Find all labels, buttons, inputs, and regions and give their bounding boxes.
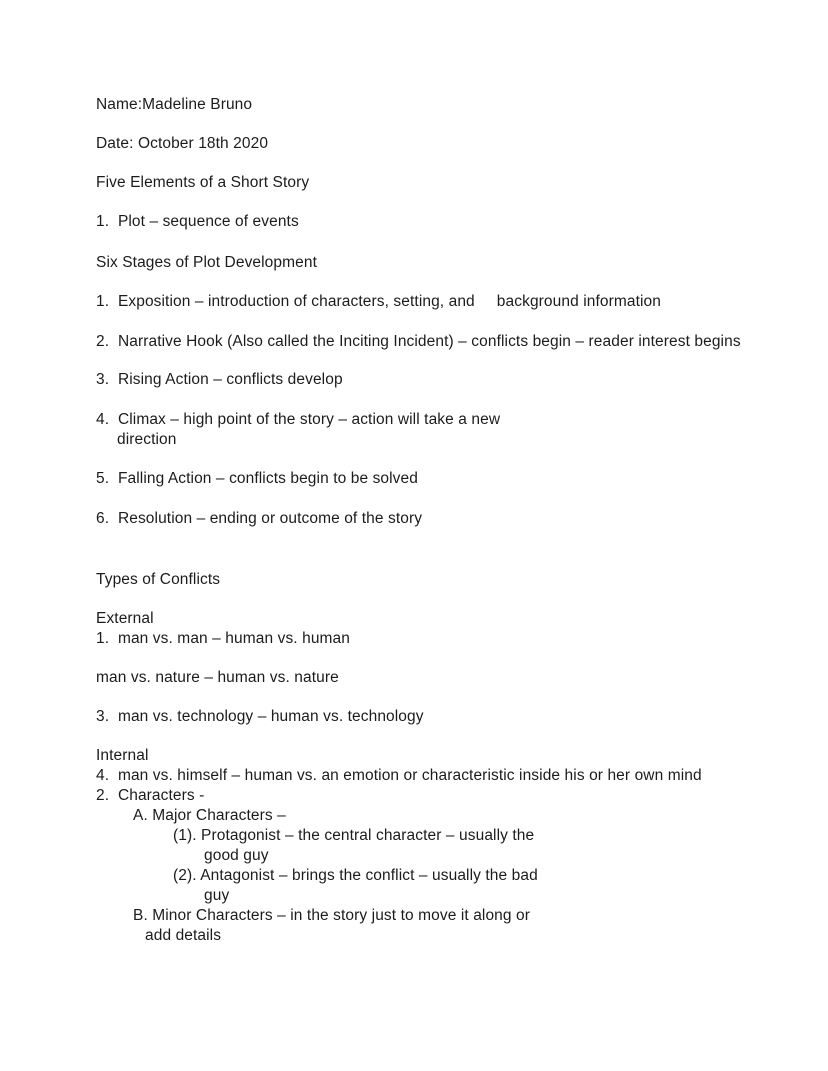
list-item-man-vs-technology: 3. man vs. technology – human vs. technology [96, 708, 424, 725]
heading-five-elements: Five Elements of a Short Story [96, 174, 310, 191]
list-item-climax-wrap: direction [117, 431, 177, 448]
list-item-protagonist-wrap: good guy [204, 847, 269, 864]
list-item-exposition: 1. Exposition – introduction of characters, setting, and background information [96, 293, 661, 310]
list-item-climax: 4. Climax – high point of the story – action will take a new [96, 411, 501, 428]
list-item-minor-characters-wrap: add details [145, 927, 222, 944]
list-item-plot: 1. Plot – sequence of events [96, 213, 299, 230]
list-item-man-vs-himself: 4. man vs. himself – human vs. an emotion or characteristic inside his or her own mind [96, 767, 702, 784]
heading-types-of-conflicts: Types of Conflicts [96, 571, 221, 588]
list-item-narrative-hook: 2. Narrative Hook (Also called the Inciting Incident) – conflicts begin – reader interest begins [96, 333, 741, 350]
list-item-man-vs-man: 1. man vs. man – human vs. human [96, 630, 351, 647]
list-item-falling-action: 5. Falling Action – conflicts begin to be solved [96, 470, 418, 487]
list-item-minor-characters: B. Minor Characters – in the story just to move it along or [133, 907, 531, 924]
list-item-antagonist: (2). Antagonist – brings the conflict – usually the bad [173, 867, 538, 884]
label-external: External [96, 610, 154, 627]
list-item-rising-action: 3. Rising Action – conflicts develop [96, 371, 343, 388]
name-line: Name:Madeline Bruno [96, 96, 253, 113]
list-item-characters: 2. Characters - [96, 787, 205, 804]
list-item-man-vs-nature: man vs. nature – human vs. nature [96, 669, 339, 686]
list-item-antagonist-wrap: guy [204, 887, 230, 904]
list-item-resolution: 6. Resolution – ending or outcome of the story [96, 510, 423, 527]
list-item-major-characters: A. Major Characters – [133, 807, 286, 824]
date-line: Date: October 18th 2020 [96, 135, 269, 152]
list-item-protagonist: (1). Protagonist – the central character – usually the [173, 827, 535, 844]
label-internal: Internal [96, 747, 149, 764]
heading-six-stages: Six Stages of Plot Development [96, 254, 317, 271]
